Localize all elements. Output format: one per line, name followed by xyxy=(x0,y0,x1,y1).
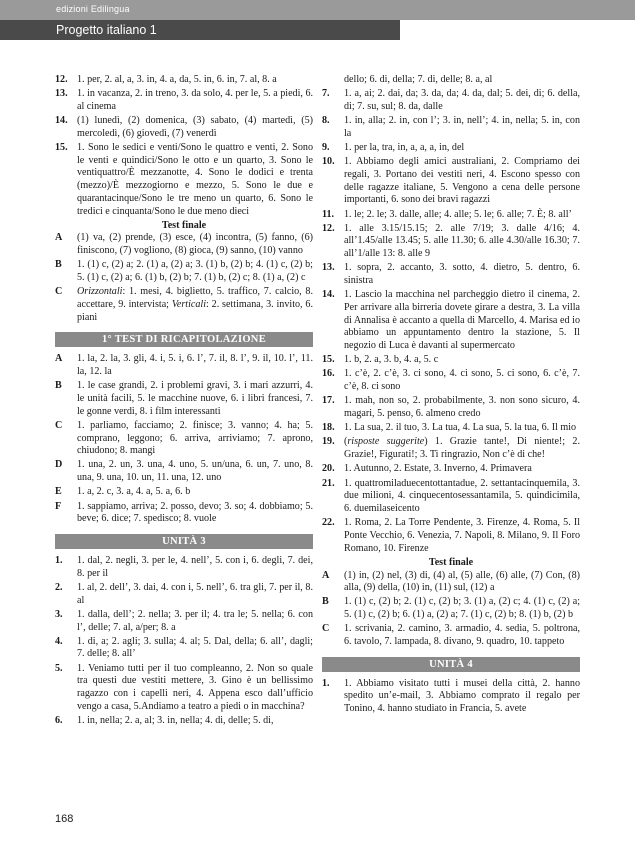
exercise-number: 19. xyxy=(322,436,335,448)
answer-text: 1. in, nella; 2. a, al; 3. in, nella; 4. di, delle; 5. di, xyxy=(77,714,274,726)
answer-text: 1. c’è, 2. c’è, 3. ci sono, 4. ci sono, 5. ci sono, 6. c’è, 7. c’è, 8. ci sono xyxy=(344,368,580,393)
exercise-number: 8. xyxy=(322,115,330,127)
answer-text: 1. al, 2. dell’, 3. dai, 4. con i, 5. nell’, 6. tra gli, 7. per il, 8. al xyxy=(77,581,313,606)
subsection-heading: Test finale xyxy=(161,219,207,231)
page-number: 168 xyxy=(55,813,74,825)
left-column xyxy=(55,74,313,729)
answer-entry xyxy=(55,486,313,499)
exercise-number: 9. xyxy=(322,142,330,154)
exercise-number: D xyxy=(55,459,63,471)
answer-text: 1. Sono le sedici e venti/Sono le quattro e venti, 2. Sono le venti e quindici/Sono le otto e un quarto, 3. Sono le ventiquattro/È mezzanotte, 4. Sono le dodici e trenta (mezzo)/È mezzogiorno e mezzo, 5. Sono le due e quarantacinque/Sono le tre meno un quarto, 6. Sono le tredici e cinquanta/Sono le due meno dieci xyxy=(77,142,313,217)
answer-text: 1. quattromiladuecentottantadue, 2. settantacinquemila, 3. due milioni, 4. cinquecentosessantamila, 5. quindicimila, 6. duemilaseicento xyxy=(344,477,580,514)
section-heading: UNITÀ 4 xyxy=(322,657,580,672)
answer-text: 1. parliamo, facciamo; 2. finisce; 3. vanno; 4. ha; 5. comprano, leggono; 6. arriva, arriviamo; 7. aprono, chiudono; 8. mangi xyxy=(77,419,313,457)
exercise-number: 5. xyxy=(55,662,63,674)
answer-entry xyxy=(55,715,313,728)
answer-text: 1. per la, tra, in, a, a, a, in, del xyxy=(344,142,465,154)
answer-entry xyxy=(55,142,313,218)
exercise-number: B xyxy=(55,259,62,271)
exercise-number: 14. xyxy=(322,289,335,301)
book-title: Progetto italiano 1 xyxy=(56,23,157,37)
answer-entry xyxy=(55,609,313,634)
exercise-number: A xyxy=(55,232,63,244)
answer-text: 1. in vacanza, 2. in treno, 3. da solo, 4. per le, 5. a piedi, 6. al cinema xyxy=(77,88,314,112)
answer-entry xyxy=(322,596,580,621)
exercise-number: 14. xyxy=(55,115,68,127)
answer-text: 1. dal, 2. negli, 3. per le, 4. nell’, 5. con i, 6. degli, 7. dei, 8. per il xyxy=(77,555,313,579)
answer-entry xyxy=(322,463,580,476)
answer-entry xyxy=(55,420,313,458)
exercise-number: C xyxy=(55,286,63,298)
answer-text: 1. in, alla; 2. in, con l’; 3. in, nell’; 4. in, nella; 5. in, con la xyxy=(344,115,580,139)
exercise-number: 21. xyxy=(322,477,335,489)
exercise-number: E xyxy=(55,486,62,498)
answer-text: 1. (1) c, (2) a; 2. (1) a, (2) a; 3. (1) b, (2) b; 4. (1) c, (2) b; 5. (1) c, (2) a; 6. (1) b, (2) b; 7. (1) b, (2) c; 8. (1) a, (2) c xyxy=(77,259,313,284)
answer-entry xyxy=(322,395,580,420)
answer-text: 1. alle 3.15/15.15; 2. alle 7/19; 3. dalle 4/16; 4. all’1.45/alle 13.45; 5. alle 11.30; 6. alle 4.30/alle 16.30; 7. all’1/alle 13: 8. alle 9 xyxy=(344,222,580,260)
exercise-number: C xyxy=(55,419,63,431)
answer-text: (1) lunedì, (2) domenica, (3) sabato, (4) martedì, (5) mercoledì, (6) giovedì, (7) venerdì xyxy=(77,115,313,139)
answer-text: dello; 6. di, della; 7. di, delle; 8. a, al xyxy=(344,74,493,85)
exercise-number: 17. xyxy=(322,395,335,407)
answer-text: 1. Autunno, 2. Estate, 3. Inverno, 4. Primavera xyxy=(344,463,532,475)
exercise-number: 13. xyxy=(322,262,335,274)
answer-text: 1. Lascio la macchina nel parcheggio dietro il cinema, 2. Per arrivare alla birreria dovete girare a destra, 3. La villa di Annalisa è accanto a quella di Marcello, 4. Marisa ed io abbiamo un appuntamento dentro la stazione, 5. Il negozio di Luca è davanti al supermercato xyxy=(344,289,580,352)
answer-entry xyxy=(322,570,580,595)
answer-entry xyxy=(55,115,313,140)
answer-entry xyxy=(322,209,580,222)
publisher-name: edizioni Edilingua xyxy=(56,4,130,14)
answer-text: (risposte suggerite) 1. Grazie tante!, Di niente!; 2. Grazie!, Figurati!; 3. Ti ringrazio, Non c’è di che! xyxy=(344,436,580,461)
answer-text: 1. le case grandi, 2. i problemi gravi, 3. i mari azzurri, 4. le unità facili, 5. le macchine nuove, 6. i libri francesi, 7. le gonne verdi, 8. i film interessanti xyxy=(77,380,313,417)
answer-entry xyxy=(322,142,580,155)
exercise-number: F xyxy=(55,500,62,512)
exercise-number: 3. xyxy=(55,608,63,620)
answer-entry xyxy=(322,368,580,393)
answer-entry xyxy=(322,623,580,648)
exercise-number xyxy=(322,74,344,87)
answer-entry xyxy=(322,74,580,87)
exercise-number: 12. xyxy=(322,222,335,234)
answer-text: 1. sappiamo, arriva; 2. posso, devo; 3. so; 4. dobbiamo; 5. beve; 6. dice; 7. spedisco; 8. vuole xyxy=(77,500,313,525)
answer-entry xyxy=(322,422,580,435)
answer-entry xyxy=(322,156,580,207)
answer-text: 1. Abbiamo degli amici australiani, 2. Compriamo dei regali, 3. Portano dei vestiti neri, 4. Escono spesso con delle ragazze italiane, 5. Vengono a cena delle persone importanti, 6. sono dei bravi ragazzi xyxy=(344,156,580,206)
answer-text: 1. per, 2. al, a, 3. in, 4. a, da, 5. in, 6. in, 7. al, 8. a xyxy=(77,74,277,85)
exercise-number: 13. xyxy=(55,88,68,100)
exercise-number: A xyxy=(55,353,63,365)
answer-entry xyxy=(55,259,313,284)
exercise-number: 1. xyxy=(322,677,330,689)
answer-entry xyxy=(322,517,580,555)
answer-entry xyxy=(55,74,313,87)
exercise-number: 10. xyxy=(322,156,335,168)
header-publisher-bar xyxy=(0,0,635,20)
answer-text: 1. a, 2. c, 3. a, 4. a, 5. a, 6. b xyxy=(77,486,191,498)
answer-entry xyxy=(55,501,313,526)
exercise-number: 1. xyxy=(55,555,63,566)
exercise-number: B xyxy=(322,596,329,608)
answer-text: 1. una, 2. un, 3. una, 4. uno, 5. un/una, 6. un, 7. uno, 8. una, 9. una, 10. un, 11. una, 12. uno xyxy=(77,459,313,484)
answer-entry xyxy=(322,115,580,140)
answer-text: 1. dalla, dell’; 2. nella; 3. per il; 4. tra le; 5. nella; 6. con l’, delle; 7. al, a/per; 8. a xyxy=(77,608,313,633)
exercise-number: 20. xyxy=(322,463,335,475)
exercise-number: 12. xyxy=(55,74,68,85)
answer-text: 1. b, 2. a, 3. b, 4. a, 5. c xyxy=(344,354,439,366)
answer-text: (1) va, (2) prende, (3) esce, (4) incontra, (5) fanno, (6) finiscono, (7) vogliono, (8) gioca, (9) sanno, (10) vanno xyxy=(77,232,313,257)
exercise-number: A xyxy=(322,569,330,581)
answer-text: 1. a, ai; 2. dai, da; 3. da, da; 4. da, dal; 5. dei, di; 6. della, di; 7. su, sul; 8. da, dalle xyxy=(344,88,580,112)
section-heading: UNITÀ 3 xyxy=(55,534,313,549)
answer-entry xyxy=(322,289,580,353)
answer-entry xyxy=(322,354,580,367)
header-title-bar xyxy=(0,20,400,40)
answer-entry xyxy=(55,582,313,607)
answer-entry xyxy=(322,88,580,113)
answer-entry xyxy=(55,286,313,324)
answer-entry xyxy=(322,478,580,516)
exercise-number: 16. xyxy=(322,368,335,380)
answer-entry xyxy=(322,223,580,261)
exercise-number: 7. xyxy=(322,88,330,100)
exercise-number: 15. xyxy=(55,142,68,154)
answer-text: 1. (1) c, (2) b; 2. (1) c, (2) b; 3. (1) a, (2) c; 4. (1) c, (2) a; 5. (1) c, (2) b; 6. (1) a, (2) a; 7. (1) c, (2) b; 8. (1) b, (2) b xyxy=(344,596,580,621)
answer-entry xyxy=(55,353,313,378)
answer-text: 1. le; 2. le; 3. dalle, alle; 4. alle; 5. le; 6. alle; 7. È; 8. all’ xyxy=(344,208,572,220)
exercise-number: 4. xyxy=(55,635,63,647)
answer-text: 1. scrivania, 2. camino, 3. armadio, 4. sedia, 5. poltrona, 6. tavolo, 7. lampada, 8. divano, 9. quadro, 10. tappeto xyxy=(344,623,580,648)
answer-entry xyxy=(55,232,313,257)
answer-text: (1) in, (2) nel, (3) di, (4) al, (5) alle, (6) alle, (7) Con, (8) alla, (9) della, (10) in, (11) sul, (12) a xyxy=(344,569,580,594)
exercise-number: C xyxy=(322,623,330,635)
exercise-number: 6. xyxy=(55,714,63,726)
right-column xyxy=(322,74,580,717)
exercise-number: 15. xyxy=(322,354,335,366)
subsection-heading: Test finale xyxy=(428,556,474,568)
answer-entry xyxy=(55,555,313,580)
answer-text: 1. La sua, 2. il tuo, 3. La tua, 4. La sua, 5. la tua, 6. Il mio xyxy=(344,422,577,434)
answer-text: 1. la, 2. la, 3. gli, 4. i, 5. i, 6. l’, 7. il, 8. l’, 9. il, 10. l’, 11. la, 12. la xyxy=(77,353,313,378)
answer-text: 1. mah, non so, 2. probabilmente, 3. non sono sicuro, 4. magari, 5. penso, 6. almeno credo xyxy=(344,395,580,420)
answer-entry xyxy=(322,678,580,716)
exercise-number: B xyxy=(55,380,62,392)
answer-text: 1. Roma, 2. La Torre Pendente, 3. Firenze, 4. Roma, 5. Il Ponte Vecchio, 6. Venezia, 7. Napoli, 8. Milano, 9. Il Foro Romano, 10. Firenze xyxy=(344,517,580,554)
answer-text: 1. di, a; 2. agli; 3. sulla; 4. al; 5. Dal, della; 6. all’, dagli; 7. delle; 8. all’ xyxy=(77,635,313,660)
answer-entry xyxy=(55,88,313,113)
answer-text: 1. Abbiamo visitato tutti i musei della città, 2. hanno spedito un’e-mail, 3. Abbiamo comprato il regalo per Tonino, 4. hanno studiato in Francia, 5. avete xyxy=(344,677,580,715)
exercise-number: 11. xyxy=(322,208,335,220)
section-heading: 1° TEST DI RICAPITOLAZIONE xyxy=(55,332,313,347)
answer-entry xyxy=(322,436,580,461)
answer-text: 1. sopra, 2. accanto, 3. sotto, 4. dietro, 5. dentro, 6. sinistra xyxy=(344,262,580,287)
answer-entry xyxy=(55,636,313,661)
exercise-number: 22. xyxy=(322,517,335,529)
answer-entry xyxy=(55,380,313,418)
answer-entry xyxy=(322,262,580,287)
exercise-number: 18. xyxy=(322,422,335,434)
answer-text: 1. Veniamo tutti per il tuo compleanno, 2. Non so quale tra questi due vestiti mettere, 3. Gino è un bellissimo ragazzo con i capelli neri, 4. Appena esco dall’ufficio vengo a casa, 5.Andiamo a teatro a piedi o in macchina? xyxy=(77,662,313,712)
exercise-number: 2. xyxy=(55,581,63,593)
answer-entry xyxy=(55,663,313,714)
answer-entry xyxy=(55,459,313,484)
answer-text: Orizzontali: 1. mesi, 4. biglietto, 5. traffico, 7. calcio, 8. accettare, 9. intervista; Verticali: 2. settimana, 3. invito, 6. piani xyxy=(77,286,313,323)
